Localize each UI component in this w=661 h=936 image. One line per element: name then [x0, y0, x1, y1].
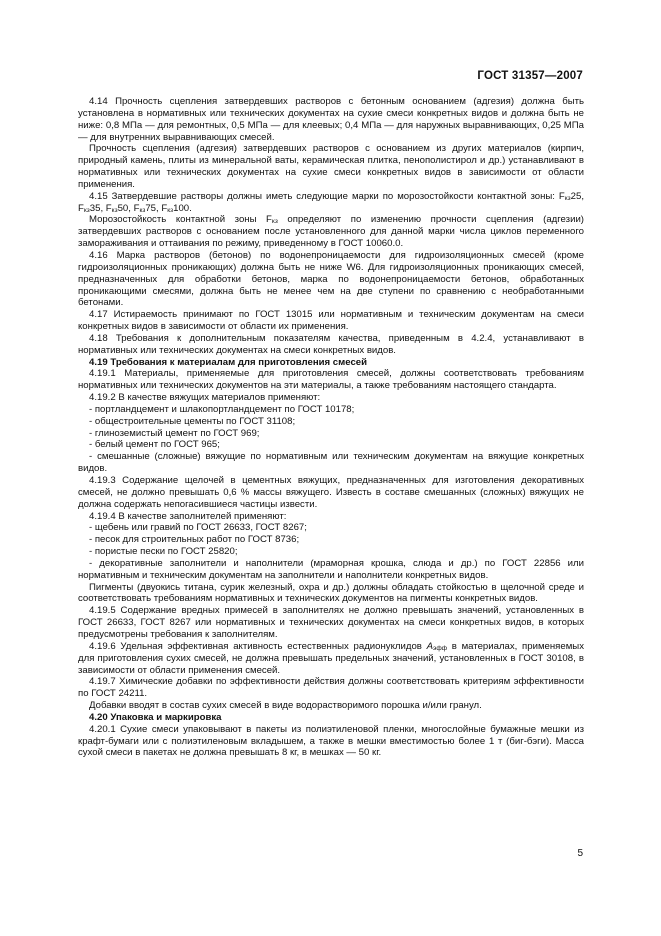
aggregate-list-item: - щебень или гравий по ГОСТ 26633, ГОСТ 8267; — [89, 522, 307, 534]
radionuclide-text-post: в материалах, применяемых для приготовления сухих смесей, не должна превышать предельных значений, установленных в ГОСТ 30108, в зависимости от области применения смесей. — [78, 640, 584, 676]
frost-text-post: определяют по изменению прочности сцепления (адгезии) затвердевших растворов с основанием после установленного для данной марки числа циклов переменного замораживания и оттаивания по режиму, приведенному в ГОСТ 10060.0. — [78, 214, 584, 250]
additives-paragraph: Добавки вводят в состав сухих смесей в виде водорастворимого порошка и/или гранул. — [89, 700, 482, 712]
subscript-kz: кз — [167, 206, 174, 214]
clause-4-19-1: 4.19.1 Материалы, применяемые для приготовления смесей, должны соответствовать требованиям нормативных или технических документов на эти материалы, а также требованиям настоящего стандарта. — [78, 368, 584, 392]
aggregate-list-item: - декоративные заполнители и наполнители (мраморная крошка, слюда и др.) по ГОСТ 22856 или нормативным и техническим документам на заполнители и наполнители конкретных видов. — [78, 557, 584, 581]
binder-list-item: - портландцемент и шлакопортландцемент по ГОСТ 10178; — [89, 403, 355, 415]
binder-list-item: - белый цемент по ГОСТ 965; — [89, 439, 220, 451]
subscript-kz: кз — [564, 194, 571, 202]
clause-4-14-adhesion-other: Прочность сцепления (адгезия) затвердевших растворов с основанием из других материалов (кирпич, природный камень, плиты из минеральной ваты, керамическая плитка, пенополистирол и др.) устанавливают в нормативных или технических документах на сухие смеси конкретных видов в зависимости от области применения. — [78, 143, 584, 190]
clause-4-19-3: 4.19.3 Содержание щелочей в цементных вяжущих, предназначенных для изготовления декоративных смесей, не должно превышать 0,6 % массы вяжущего. Известь в составе смешанных (сложных) вяжущих не должна содержать непогасившиеся частицы извести. — [78, 475, 584, 510]
subscript-kz: кз — [111, 206, 118, 214]
clause-4-18: 4.18 Требования к дополнительным показателям качества, приведенным в 4.2.4, устанавливают в нормативных или технических документах на смеси конкретных видов. — [78, 332, 584, 356]
subscript-kz: кз — [83, 206, 90, 214]
aggregate-list-item: - пористые пески по ГОСТ 25820; — [89, 546, 238, 558]
binder-list-item: - глиноземистый цемент по ГОСТ 969; — [89, 427, 260, 439]
page-number: 5 — [577, 848, 583, 859]
radionuclide-text-pre: 4.19.6 Удельная эффективная активность естественных радионуклидов — [89, 640, 427, 652]
clause-4-14: 4.14 Прочность сцепления затвердевших растворов с бетонным основанием (адгезия) должна быть установлена в нормативных или технических документах на сухие смеси конкретных видов и должна быть не ниже: 0,8 МПа — для ремонтных, 0,5 МПа — для клеевых; 0,4 МПа — для наружных выравнивающих, 0,25 МПа — для внутренних выравнивающих смесей. — [78, 96, 584, 143]
clause-4-15-frost-resistance — [78, 214, 584, 250]
frost-text-pre: Морозостойкость контактной зоны F — [89, 214, 272, 226]
binder-list-item: - общестроительные цементы по ГОСТ 31108; — [89, 415, 296, 427]
binder-list-item: - смешанные (сложные) вяжущие по нормативным или техническим документам на вяжущие конкретных видов. — [78, 451, 584, 475]
grade-f35: 35, F — [89, 202, 112, 214]
clause-4-16: 4.16 Марка растворов (бетонов) по водонепроницаемости для гидроизоляционных смесей (кроме гидроизоляционных проникающих) должна быть не ниже W6. Для гидроизоляционных проникающих смесей, предназначенных для обработки бетонов, марка по водонепроницаемости бетонов, обработанных проникающими смесями, должна быть не менее чем на две ступени по сравнению с необработанными бетонами. — [78, 249, 584, 309]
grade-f100: 100. — [173, 202, 192, 214]
clause-4-17: 4.17 Истираемость принимают по ГОСТ 13015 или нормативным и техническим документам на смеси конкретных видов в зависимости от области их применения. — [78, 309, 584, 333]
clause-4-19-5: 4.19.5 Содержание вредных примесей в заполнителях не должно превышать значений, установленных в ГОСТ 26633, ГОСТ 8267 или нормативных и технических документах на смеси конкретных видов, в которых предусмотрены требования к заполнителям. — [78, 605, 584, 640]
subscript-kz: кз — [139, 206, 146, 214]
clause-4-19-2: 4.19.2 В качестве вяжущих материалов применяют: — [89, 392, 321, 404]
subscript-kz: кз — [271, 218, 278, 226]
grade-f50: 50, F — [117, 202, 140, 214]
clause-4-19-4: 4.19.4 В качестве заполнителей применяют: — [89, 510, 287, 522]
clause-4-19-6 — [78, 641, 584, 677]
document-header: ГОСТ 31357—2007 — [477, 70, 583, 82]
section-heading-4-19: 4.19 Требования к материалам для приготовления смесей — [89, 356, 368, 368]
section-heading-4-20: 4.20 Упаковка и маркировка — [89, 711, 222, 723]
activity-symbol: А — [426, 640, 434, 652]
subscript-eff: эфф — [433, 644, 448, 652]
aggregate-list-item: - песок для строительных работ по ГОСТ 8736; — [89, 534, 300, 546]
clause-4-19-7: 4.19.7 Химические добавки по эффективности действия должны соответствовать критериям эффективности по ГОСТ 24211. — [78, 676, 584, 700]
grade-f75: 75, F — [145, 202, 168, 214]
grade-f25: 25, F — [78, 190, 584, 214]
clause-4-20-1: 4.20.1 Сухие смеси упаковывают в пакеты из полиэтиленовой пленки, многослойные бумажные мешки из крафт-бумаги или с полиэтиленовым вкладышем, а также в мешки вместимостью более 1 т (биг-бэги). Масса сухой смеси в пакетах не должна превышать 8 кг, в мешках — 50 кг. — [78, 723, 584, 759]
pigments-paragraph: Пигменты (двуокись титана, сурик железный, охра и др.) должны обладать стойкостью в щелочной среде и соответствовать требованиям нормативных и технических документов на пигменты конкретных видов. — [78, 581, 584, 605]
clause-4-15-text: 4.15 Затвердевшие растворы должны иметь следующие марки по морозостойкости контактной зоны: F — [89, 190, 565, 202]
clause-4-15 — [78, 191, 584, 215]
document-body — [78, 96, 584, 759]
